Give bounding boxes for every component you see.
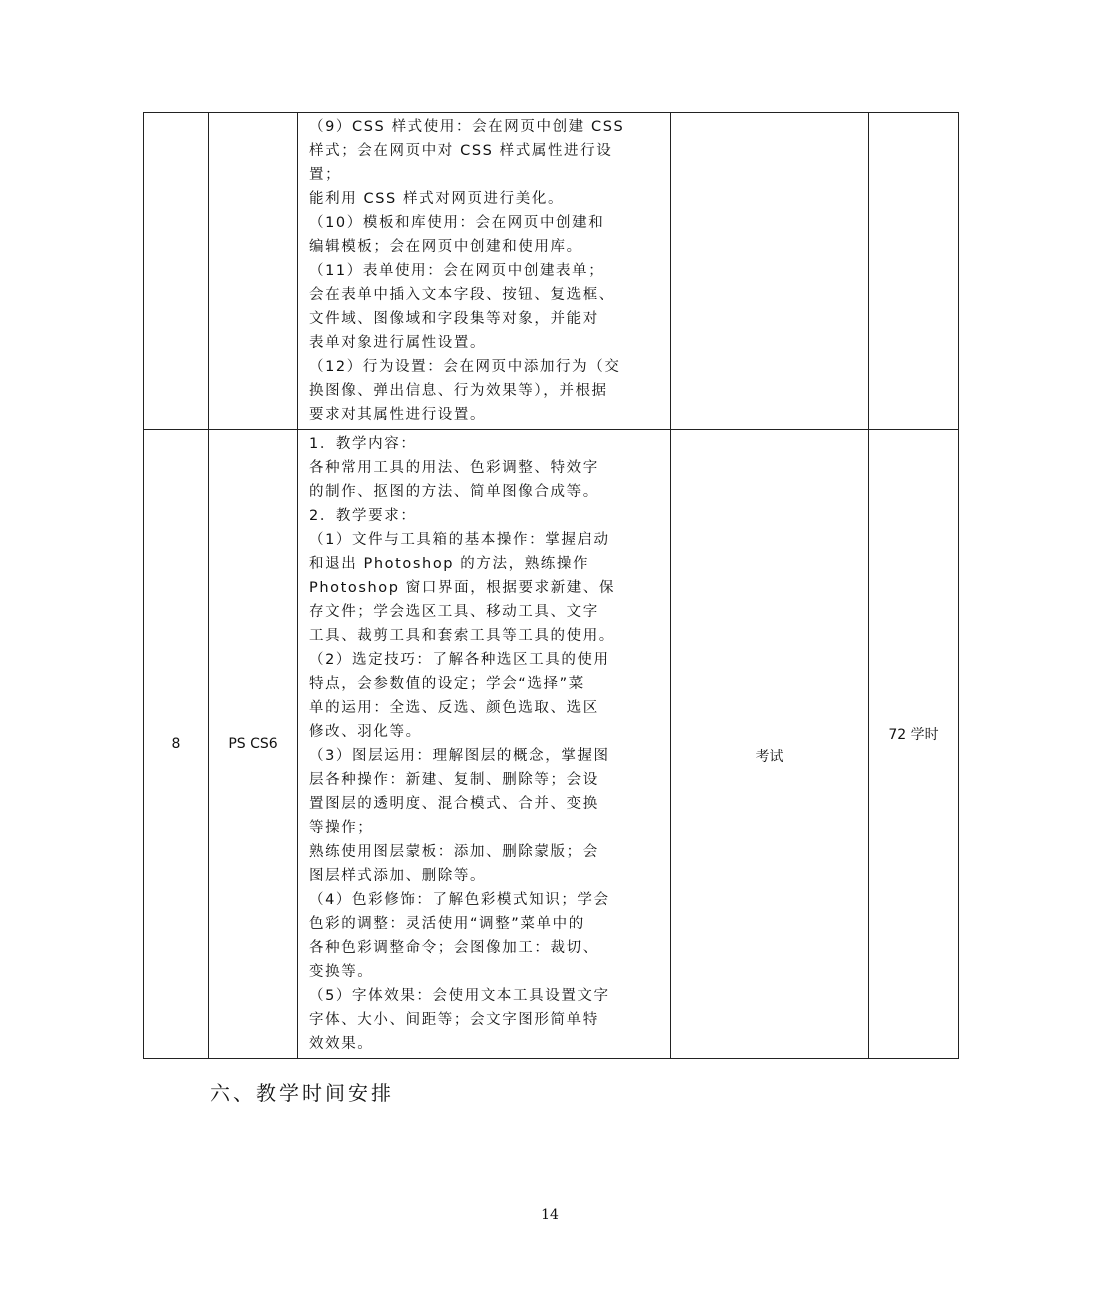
content-line: 存文件；学会选区工具、移动工具、文字: [309, 604, 599, 620]
content-line: （11）表单使用：会在网页中创建表单；: [309, 263, 605, 279]
content-line: 层各种操作：新建、复制、删除等；会设: [309, 772, 599, 788]
content-line: 特点，会参数值的设定；学会“选择”菜: [309, 676, 585, 692]
content-line: （1）文件与工具箱的基本操作：掌握启动: [309, 532, 610, 548]
content-line: 效效果。: [309, 1036, 374, 1052]
content-line: 各种常用工具的用法、色彩调整、特效字: [309, 460, 599, 476]
hours-cell: [869, 113, 959, 430]
course-table: [143, 112, 959, 1059]
content-line: 变换等。: [309, 964, 374, 980]
content-line: 换图像、弹出信息、行为效果等），并根据: [309, 383, 608, 399]
content-line: （9）CSS 样式使用：会在网页中创建 CSS: [309, 119, 625, 135]
hours-cell: [869, 430, 959, 1059]
content-line: （2）选定技巧：了解各种选区工具的使用: [309, 652, 610, 668]
assessment-cell: [671, 430, 869, 1059]
content-line: 色彩的调整：灵活使用“调整”菜单中的: [309, 916, 585, 932]
content-line: 图层样式添加、删除等。: [309, 868, 487, 884]
content-line: 字体、大小、间距等；会文字图形简单特: [309, 1012, 599, 1028]
content-line: 2．教学要求：: [309, 508, 417, 524]
content-line: 各种色彩调整命令；会图像加工：裁切、: [309, 940, 599, 956]
content-line: 熟练使用图层蒙板：添加、删除蒙版；会: [309, 844, 599, 860]
content-line: 的制作、抠图的方法、简单图像合成等。: [309, 484, 599, 500]
course-name-cell: PS CS6: [209, 430, 298, 1059]
content-line: （12）行为设置：会在网页中添加行为（交: [309, 359, 621, 375]
content-line: Photoshop 窗口界面，根据要求新建、保: [309, 580, 616, 596]
content-line: 1．教学内容：: [309, 436, 417, 452]
content-cell: [298, 430, 671, 1059]
content-line: 和退出 Photoshop 的方法，熟练操作: [309, 556, 590, 572]
content-line: （4）色彩修饰：了解色彩模式知识；学会: [309, 892, 610, 908]
content-line: 修改、羽化等。: [309, 724, 422, 740]
content-line: （3）图层运用：理解图层的概念，掌握图: [309, 748, 610, 764]
table-row: [144, 430, 959, 1059]
content-line: 等操作；: [309, 820, 374, 836]
content-line: 会在表单中插入文本字段、按钮、复选框、: [309, 287, 615, 303]
row-number-cell: [144, 113, 209, 430]
content-line: 工具、裁剪工具和套索工具等工具的使用。: [309, 628, 615, 644]
content-line: 编辑模板；会在网页中创建和使用库。: [309, 239, 583, 255]
content-text: [298, 113, 670, 429]
content-cell: [298, 113, 671, 430]
course-name-cell: [209, 113, 298, 430]
section-heading: 六、教学时间安排: [210, 1081, 394, 1105]
content-text: [298, 430, 670, 1058]
content-line: 单的运用：全选、反选、颜色选取、选区: [309, 700, 599, 716]
content-line: 要求对其属性进行设置。: [309, 407, 487, 423]
hours-label: 72 学时: [888, 727, 939, 743]
content-line: 能利用 CSS 样式对网页进行美化。: [309, 191, 565, 207]
content-line: （5）字体效果：会使用文本工具设置文字: [309, 988, 610, 1004]
content-line: 置图层的透明度、混合模式、合并、变换: [309, 796, 599, 812]
assessment-cell: [671, 113, 869, 430]
content-line: 文件域、图像域和字段集等对象，并能对: [309, 311, 599, 327]
content-line: （10）模板和库使用：会在网页中创建和: [309, 215, 605, 231]
assessment-label: 考试: [755, 749, 784, 765]
page-number: 14: [541, 1207, 559, 1223]
content-line: 置；: [309, 167, 342, 183]
table-row: [144, 113, 959, 430]
row-number-cell: 8: [144, 430, 209, 1059]
content-line: 表单对象进行属性设置。: [309, 335, 487, 351]
content-line: 样式；会在网页中对 CSS 样式属性进行设: [309, 143, 613, 159]
